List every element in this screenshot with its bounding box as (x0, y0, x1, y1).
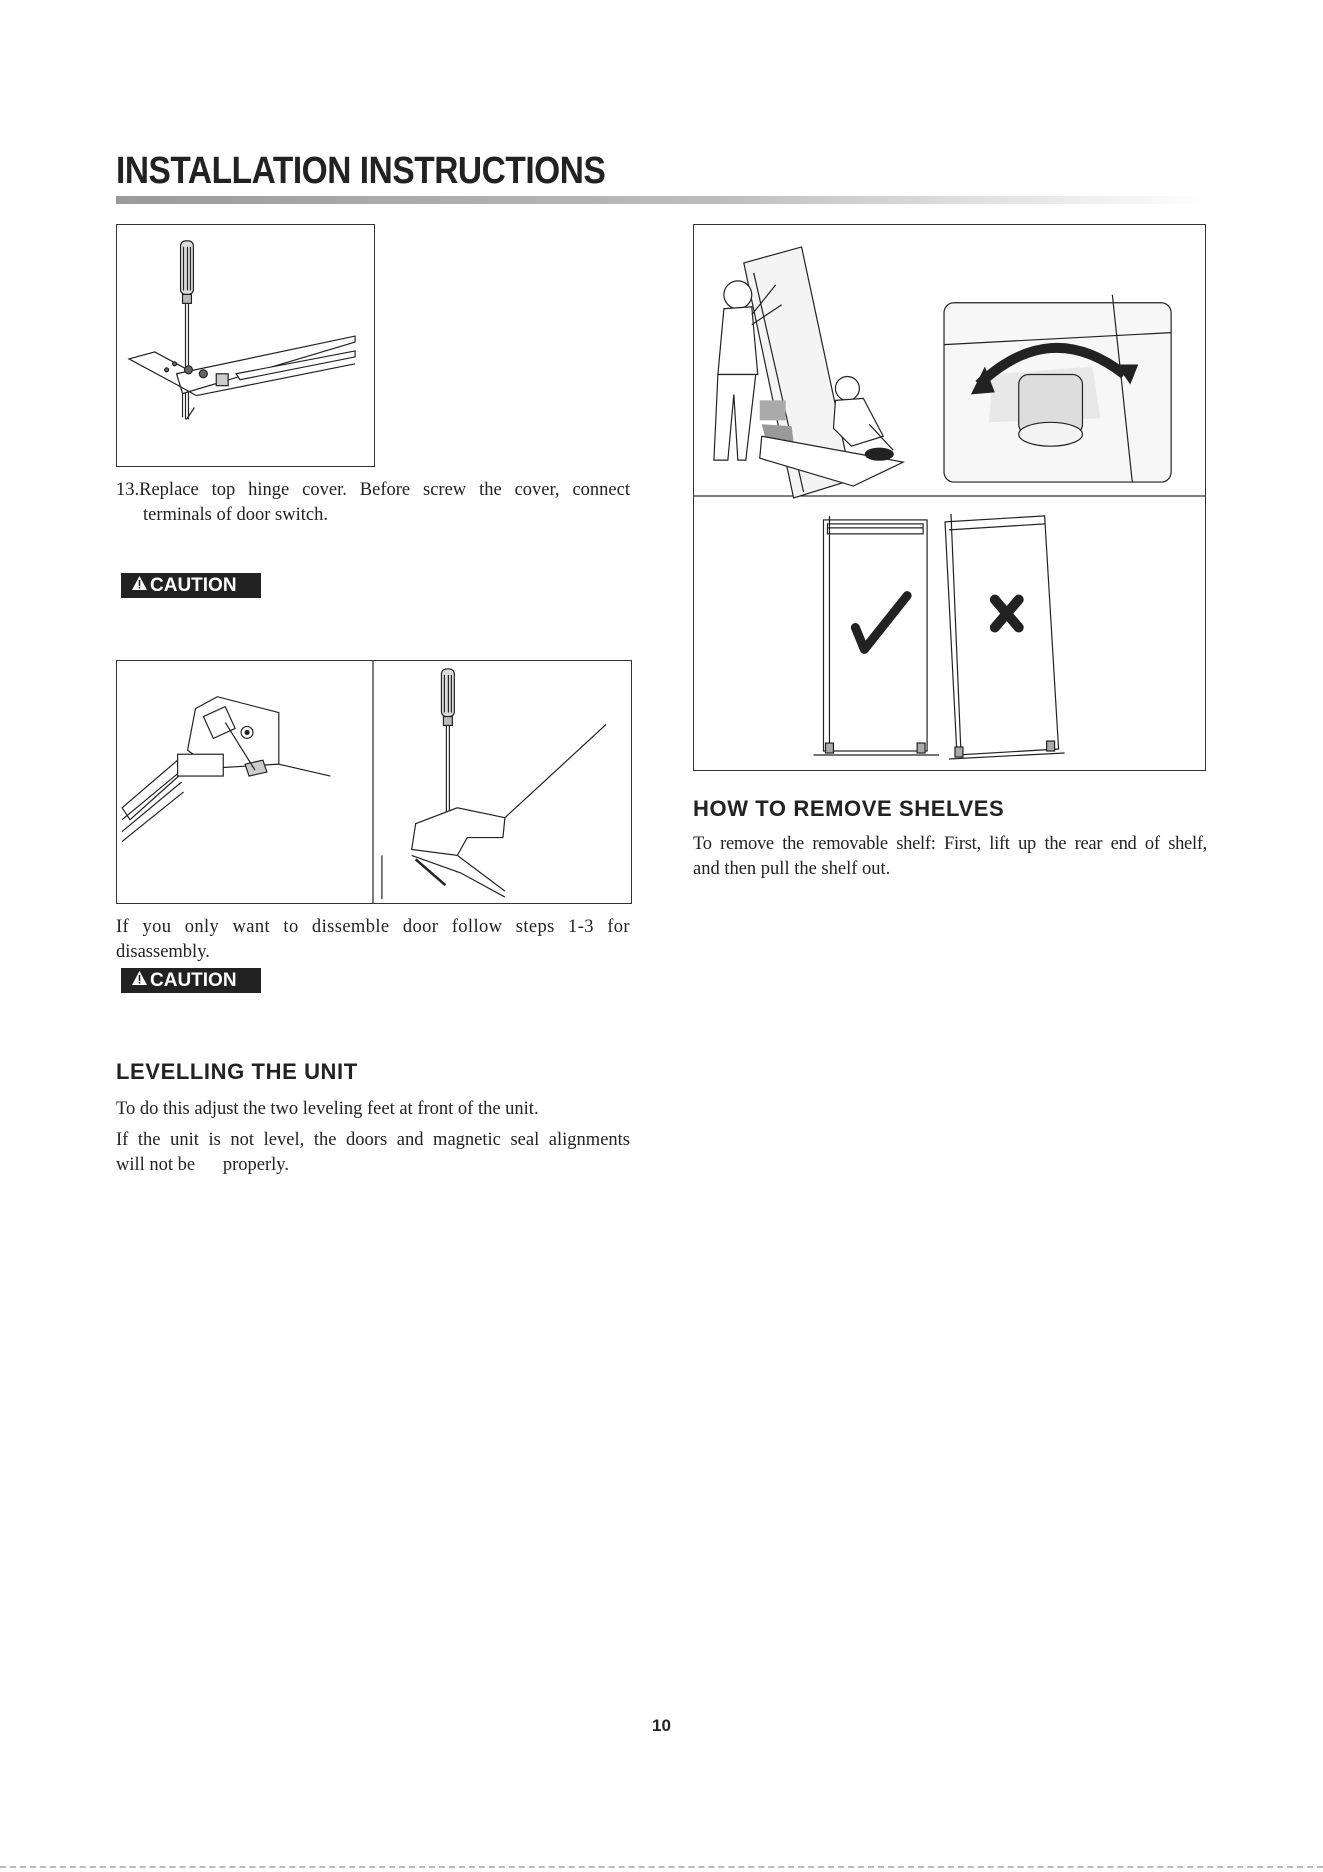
levelling-line-2: If the unit is not level, the doors and magnetic seal alignments (116, 1130, 630, 1150)
page-title: INSTALLATION INSTRUCTIONS (116, 150, 606, 192)
step-number: 13. (116, 480, 140, 500)
levelling-line-1: To do this adjust the two leveling feet at front of the unit. (116, 1099, 539, 1119)
shelves-line-1: To remove the removable shelf: First, lift up the rear end of shelf, (693, 834, 1207, 854)
levelling-line-3: will not be properly. (116, 1155, 289, 1175)
caution-label: CAUTION (150, 970, 237, 991)
leveling-feet-figure (693, 224, 1206, 771)
caution-badge-2 (121, 968, 261, 993)
hinge-cover-figure (116, 224, 375, 467)
step-13-line-1 (116, 478, 630, 503)
dissemble-note-line-1: If you only want to dissemble door follow steps 1-3 for (116, 917, 630, 937)
bottom-rule (0, 1866, 1323, 1868)
caution-badge (121, 573, 261, 598)
step-13-text: Replace top hinge cover. Before screw the cover, connect (139, 480, 630, 500)
caution-label: CAUTION (150, 575, 237, 596)
door-hinge-figure (116, 660, 632, 904)
title-rule (116, 196, 1208, 204)
warning-triangle-icon (131, 968, 150, 993)
step-13-line-2: terminals of door switch. (143, 505, 328, 525)
warning-triangle-icon (131, 573, 150, 598)
page-number: 10 (652, 1716, 671, 1735)
shelves-line-2: and then pull the shelf out. (693, 859, 891, 879)
shelves-heading: HOW TO REMOVE SHELVES (693, 796, 1005, 821)
levelling-heading: LEVELLING THE UNIT (116, 1059, 358, 1084)
dissemble-note-line-2: disassembly. (116, 942, 210, 962)
